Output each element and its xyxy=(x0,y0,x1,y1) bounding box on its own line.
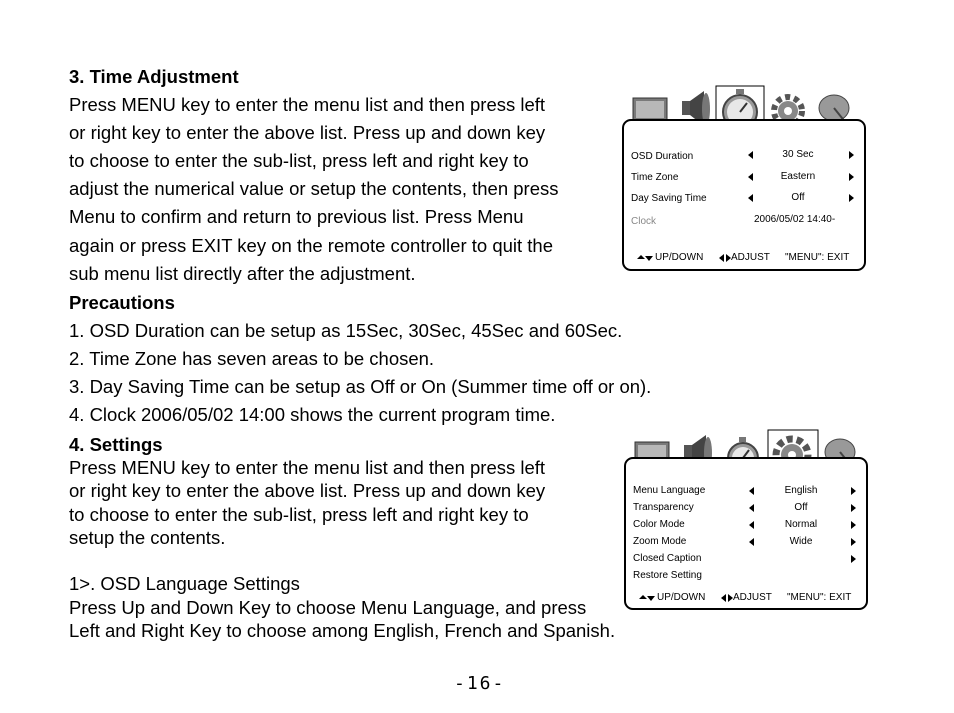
section3-line: to choose to enter the sub-list, press left and right key to xyxy=(69,150,529,171)
left-arrow-icon[interactable] xyxy=(749,504,754,512)
section4-subheading: 1>. OSD Language Settings xyxy=(69,573,300,594)
osd-settings-panel xyxy=(624,457,868,610)
osd-row-label[interactable]: Menu Language xyxy=(633,485,706,496)
precaution-item: 2. Time Zone has seven areas to be chosen. xyxy=(69,348,435,369)
section3-line: or right key to enter the above list. Press up and down key xyxy=(69,122,546,143)
osd-row-value: 2006/05/02 14:40- xyxy=(754,214,836,225)
page-number: -16- xyxy=(454,673,506,694)
osd-row-label[interactable]: Zoom Mode xyxy=(633,536,687,547)
section4-line: setup the contents. xyxy=(69,527,226,548)
right-arrow-icon[interactable] xyxy=(849,151,854,159)
precaution-item: 1. OSD Duration can be setup as 15Sec, 30Sec, 45Sec and 60Sec. xyxy=(69,320,623,341)
section3-line: sub menu list directly after the adjustment. xyxy=(69,263,416,284)
osd-row-label[interactable]: Closed Caption xyxy=(633,553,702,564)
section4-line: or right key to enter the above list. Press up and down key xyxy=(69,480,546,501)
section4-subline: Left and Right Key to choose among English, French and Spanish. xyxy=(69,620,616,641)
section3-heading: 3. Time Adjustment xyxy=(69,66,239,87)
right-arrow-icon[interactable] xyxy=(851,487,856,495)
osd-footer-exit: "MENU": EXIT xyxy=(785,252,850,263)
left-arrow-icon[interactable] xyxy=(749,521,754,529)
section3-line: Menu to confirm and return to previous list. Press Menu xyxy=(69,206,524,227)
osd-row-value: Off xyxy=(791,192,805,203)
osd-row-label[interactable]: Day Saving Time xyxy=(631,193,707,204)
precaution-item: 3. Day Saving Time can be setup as Off or On (Summer time off or on). xyxy=(69,376,652,397)
section4-line: to choose to enter the sub-list, press left and right key to xyxy=(69,504,529,525)
right-arrow-icon[interactable] xyxy=(849,173,854,181)
osd-footer-exit: "MENU": EXIT xyxy=(787,592,852,603)
osd-row-value: Normal xyxy=(784,519,818,530)
osd-footer-updown: UP/DOWN xyxy=(655,252,704,263)
up-down-icon xyxy=(639,593,655,603)
left-arrow-icon[interactable] xyxy=(749,538,754,546)
osd-time-menu xyxy=(620,84,866,274)
osd-row-label: Clock xyxy=(631,216,657,227)
osd-row-label[interactable]: Time Zone xyxy=(631,172,679,183)
section4-heading: 4. Settings xyxy=(69,434,163,455)
section3-line: Press MENU key to enter the menu list and then press left xyxy=(69,94,546,115)
osd-footer-adjust: ADJUST xyxy=(731,252,770,263)
section4-line: Press MENU key to enter the menu list and then press left xyxy=(69,457,546,478)
osd-footer-adjust: ADJUST xyxy=(733,592,772,603)
precaution-item: 4. Clock 2006/05/02 14:00 shows the current program time. xyxy=(69,404,556,425)
section3-line: adjust the numerical value or setup the contents, then press xyxy=(69,178,559,199)
osd-row-label[interactable]: Color Mode xyxy=(633,519,685,530)
osd-row-label[interactable]: Restore Setting xyxy=(633,570,702,581)
osd-settings-menu xyxy=(622,428,870,613)
osd-row-value: Eastern xyxy=(780,171,816,182)
right-arrow-icon[interactable] xyxy=(849,194,854,202)
osd-row-label[interactable]: OSD Duration xyxy=(631,151,694,162)
left-arrow-icon[interactable] xyxy=(748,194,753,202)
osd-row-value: Off xyxy=(794,502,808,513)
osd-row-value: English xyxy=(784,485,818,496)
left-arrow-icon[interactable] xyxy=(749,487,754,495)
right-arrow-icon[interactable] xyxy=(851,504,856,512)
osd-row-label[interactable]: Transparency xyxy=(633,502,694,513)
left-arrow-icon[interactable] xyxy=(748,173,753,181)
right-arrow-icon[interactable] xyxy=(851,521,856,529)
right-arrow-icon[interactable] xyxy=(851,538,856,546)
right-arrow-icon[interactable] xyxy=(851,555,856,563)
section3-line: again or press EXIT key on the remote controller to quit the xyxy=(69,235,553,256)
precautions-heading: Precautions xyxy=(69,292,175,313)
up-down-icon xyxy=(637,253,653,263)
osd-footer-updown: UP/DOWN xyxy=(657,592,706,603)
left-right-icon xyxy=(719,253,731,263)
osd-row-value: Wide xyxy=(789,536,813,547)
left-arrow-icon[interactable] xyxy=(748,151,753,159)
left-right-icon xyxy=(721,593,733,603)
section4-subline: Press Up and Down Key to choose Menu Language, and press xyxy=(69,597,587,618)
osd-row-value: 30 Sec xyxy=(782,149,814,160)
